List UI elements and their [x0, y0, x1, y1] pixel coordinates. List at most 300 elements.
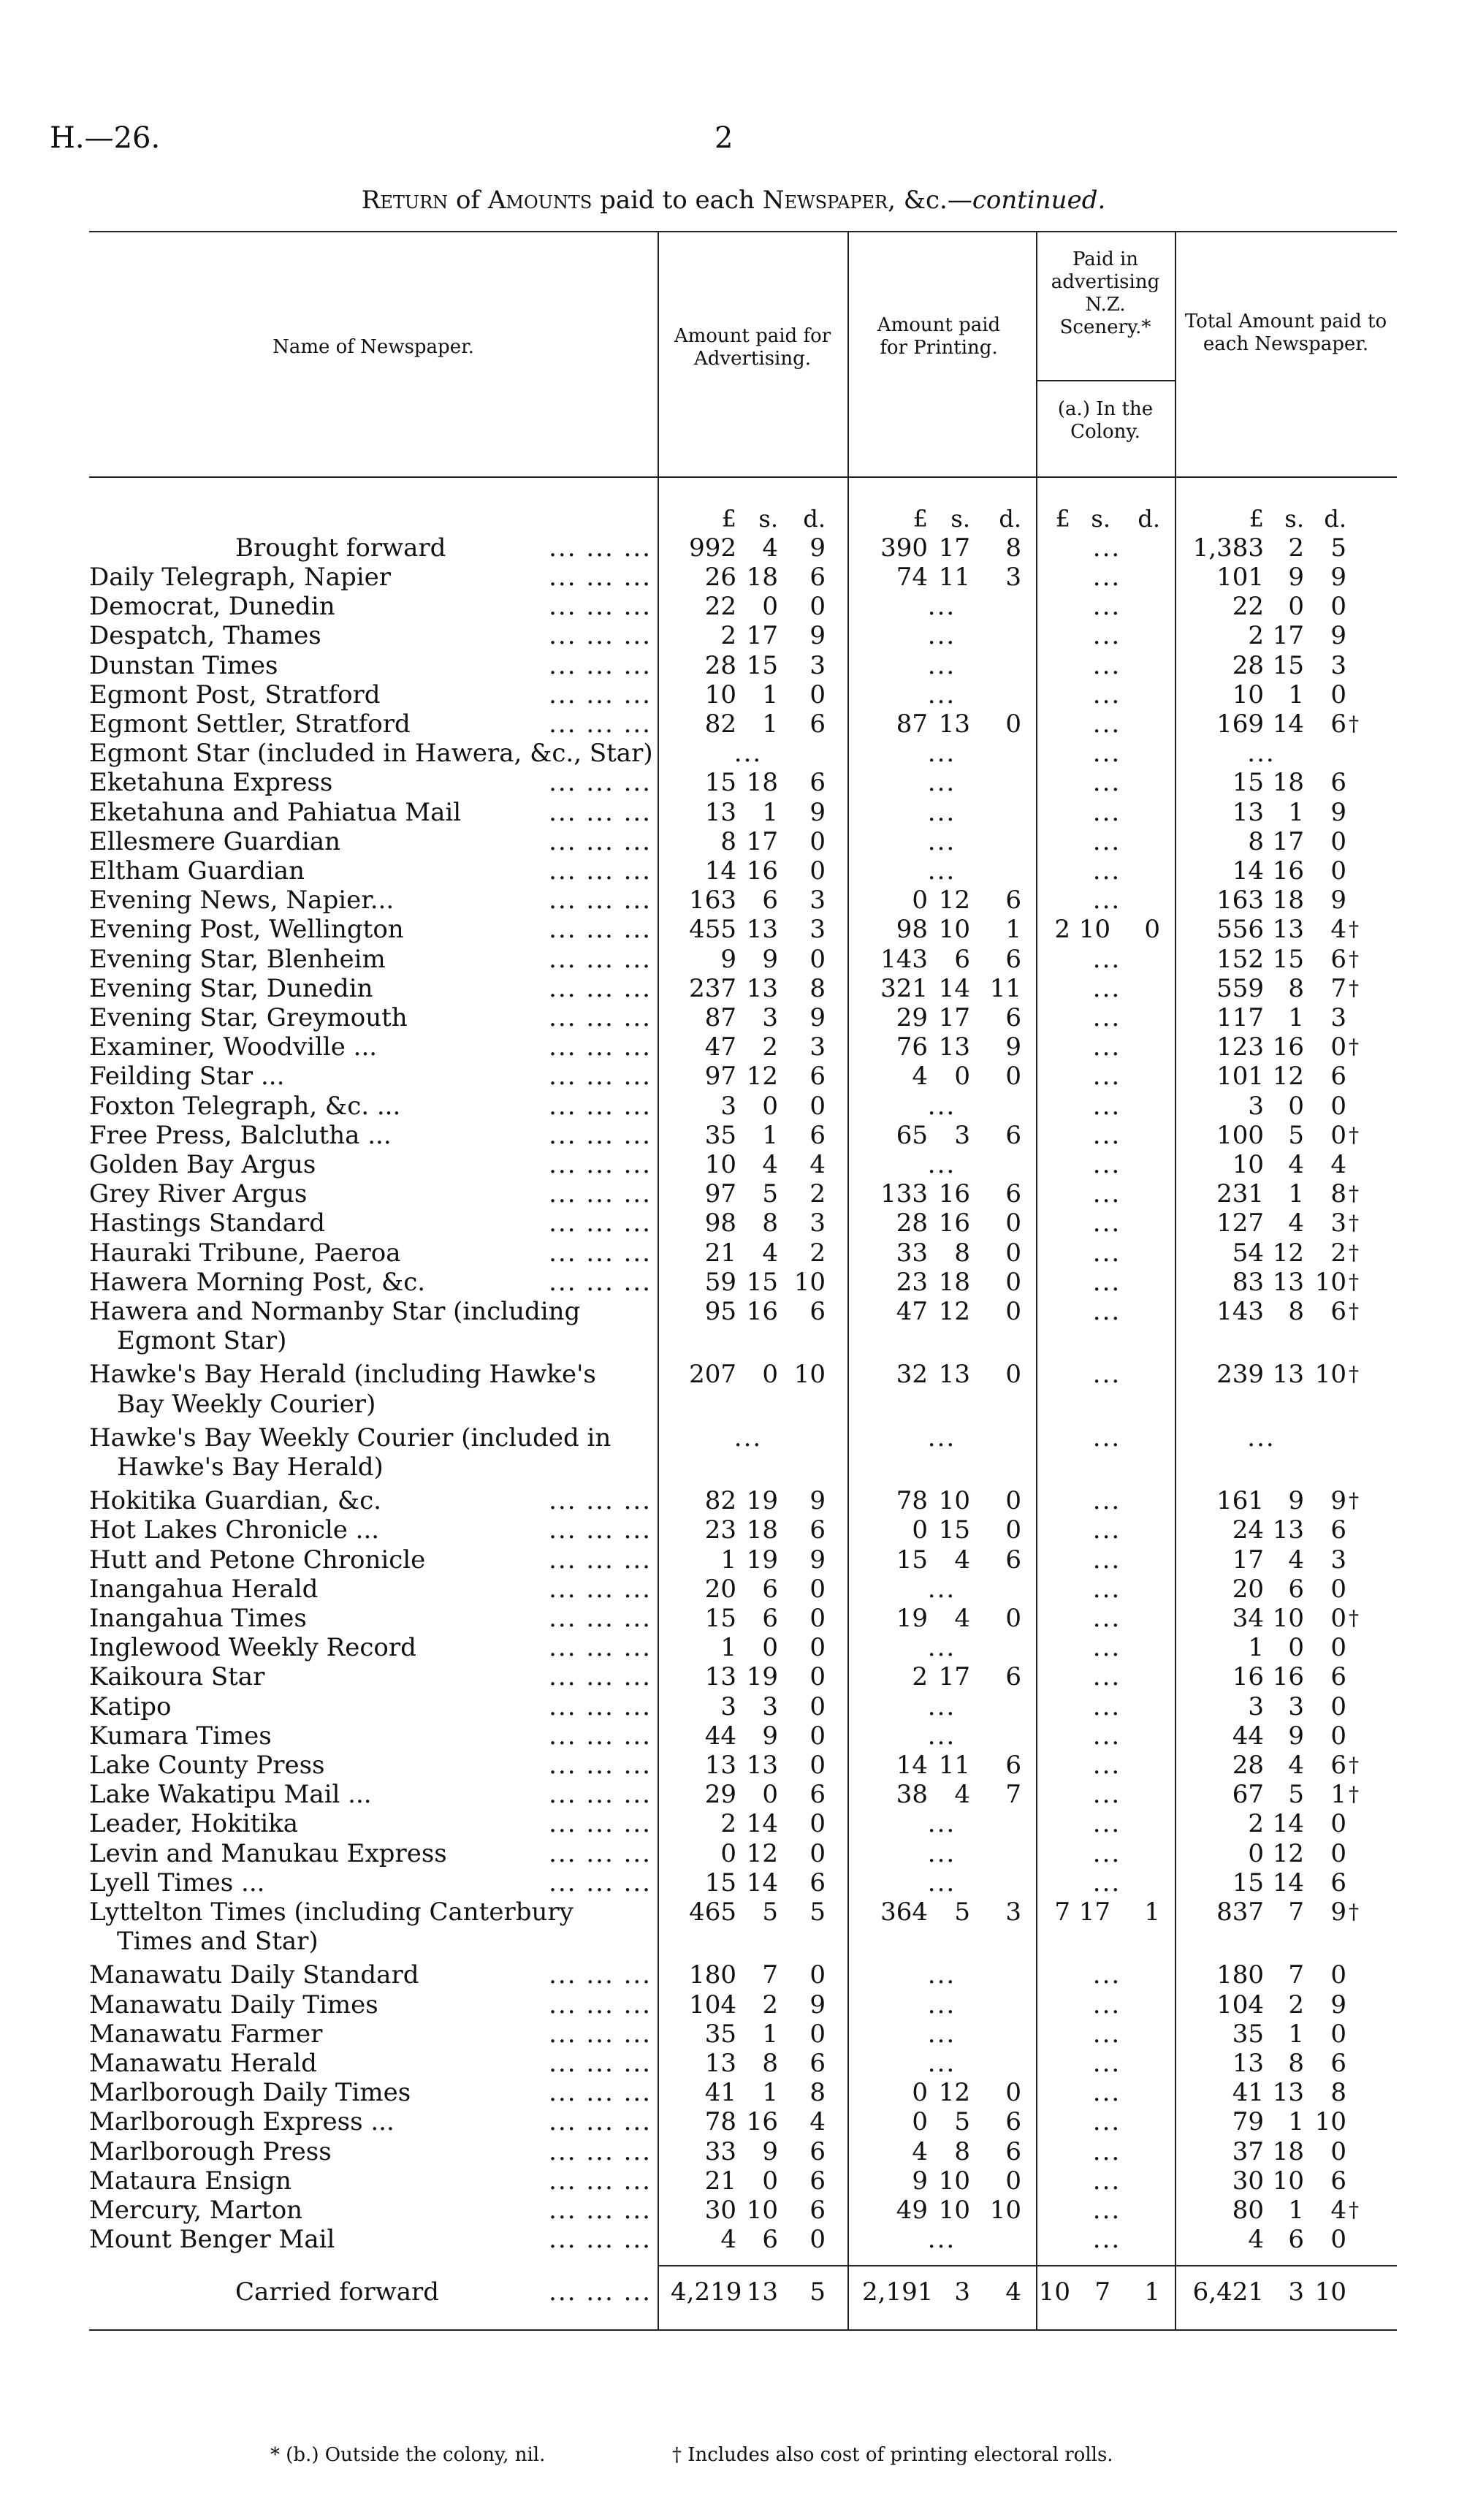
adv-blank: ... — [734, 739, 763, 769]
nz-blank: ... — [1092, 973, 1121, 1003]
tot-pounds: 8 — [1248, 826, 1264, 856]
newspaper-name — [89, 856, 652, 886]
adv-shillings: 4 — [762, 1150, 778, 1179]
prt-shillings: 17 — [938, 1003, 970, 1032]
nz-shillings: 17 — [1078, 1897, 1110, 1927]
table-title — [0, 186, 1467, 215]
row-leaders: ... ... ... — [549, 1780, 652, 1810]
dagger-mark: † — [1349, 1181, 1359, 1206]
prt-blank: ... — [927, 650, 956, 680]
prt-blank: ... — [927, 1838, 956, 1868]
adv-blank: ... — [734, 1423, 763, 1453]
col-header-name: Name of Newspaper. — [273, 336, 474, 358]
title-text-paid: paid to each — [592, 186, 763, 215]
row-leaders: ... ... ... — [549, 1691, 652, 1721]
prt-pence: 1 — [1005, 915, 1021, 945]
tot-pounds: 24 — [1232, 1515, 1264, 1545]
tot-pounds: 17 — [1232, 1545, 1264, 1575]
nz-blank: ... — [1092, 1604, 1121, 1633]
tot-pence: 6 † — [1330, 1297, 1359, 1326]
tot-shillings: 4 — [1288, 1545, 1304, 1575]
newspaper-name-text: Hokitika Guardian, &c. — [89, 1486, 381, 1516]
prt-blank: ... — [927, 1423, 956, 1453]
prt-shillings: 10 — [938, 915, 970, 945]
adv-pounds: 4 — [720, 2225, 736, 2255]
adv-pounds: 1 — [720, 1633, 736, 1663]
nz-blank: ... — [1092, 2078, 1121, 2108]
adv-pence: 9 — [809, 1003, 826, 1032]
newspaper-name-text: Hawke's Bay Herald (including Hawke's — [89, 1360, 596, 1390]
adv-shillings: 19 — [746, 1662, 778, 1692]
tot-pence: 10 † — [1314, 1267, 1359, 1297]
adv-shillings: 15 — [746, 650, 778, 680]
adv-pence: 3 — [809, 650, 826, 680]
tot-pounds: 79 — [1232, 2107, 1264, 2137]
newspaper-name — [89, 768, 652, 797]
newspaper-name-text: Free Press, Balclutha ... — [89, 1120, 392, 1150]
newspaper-name-text: Inangahua Times — [89, 1604, 307, 1633]
adv-pence: 6 — [809, 2196, 826, 2225]
prt-pence: 0 — [1005, 1062, 1021, 1092]
newspaper-name — [89, 1809, 652, 1838]
bf-adv-pence: 9 — [809, 533, 826, 563]
prt-pounds: 78 — [896, 1486, 928, 1516]
newspaper-name — [89, 1780, 652, 1809]
row-leaders: ... ... ... — [549, 2196, 652, 2225]
tot-pounds: 4 — [1248, 2225, 1264, 2255]
tot-shillings: 6 — [1288, 2225, 1304, 2255]
nz-pounds: 7 — [1054, 1897, 1070, 1927]
row-leaders: ... ... ... — [549, 2019, 652, 2049]
adv-pound-label: £ — [721, 505, 736, 533]
tot-shillings: 18 — [1272, 768, 1304, 798]
adv-pence: 0 — [809, 680, 826, 709]
tot-pence: 6 — [1330, 768, 1346, 798]
adv-shillings: 1 — [762, 2078, 778, 2108]
tot-pence: 0 — [1330, 856, 1346, 886]
dagger-mark: † — [1349, 1753, 1359, 1777]
newspaper-name-text: Mount Benger Mail — [89, 2225, 335, 2255]
row-leaders: ... ... ... — [549, 1003, 652, 1032]
adv-pounds: 15 — [704, 1868, 736, 1897]
tot-shillings: 9 — [1288, 1486, 1304, 1516]
col-header-nz-sub: (a.) In the Colony. — [1057, 398, 1154, 443]
cf-nz-pence: 1 — [1144, 2277, 1160, 2307]
col-divider-3 — [1036, 231, 1037, 2329]
adv-pounds: 0 — [720, 1838, 736, 1868]
prt-shillings: 10 — [938, 2166, 970, 2196]
nz-blank: ... — [1092, 886, 1121, 916]
cf-adv-pence: 5 — [809, 2277, 826, 2307]
newspaper-name-continuation: Hawke's Bay Herald) — [117, 1452, 384, 1482]
adv-pounds: 98 — [704, 1208, 736, 1238]
newspaper-name — [89, 1150, 652, 1179]
adv-pence: 6 — [809, 1120, 826, 1150]
newspaper-name-text: Evening Star, Greymouth — [89, 1003, 408, 1032]
newspaper-name-text: Golden Bay Argus — [89, 1150, 316, 1179]
tot-pounds: 0 — [1248, 1838, 1264, 1868]
adv-shillings: 13 — [746, 915, 778, 945]
nz-blank: ... — [1092, 1150, 1121, 1179]
newspaper-name — [89, 1839, 652, 1868]
tot-pounds: 3 — [1248, 1091, 1264, 1121]
newspaper-name — [89, 886, 652, 915]
prt-pence: 0 — [1005, 1604, 1021, 1633]
dagger-mark: † — [1349, 1362, 1359, 1387]
tot-pence: 0 — [1330, 1960, 1346, 1990]
dagger-mark: † — [1349, 917, 1359, 942]
nz-blank: ... — [1092, 2107, 1121, 2137]
adv-pounds: 15 — [704, 768, 736, 798]
tot-pence: 0 † — [1330, 1604, 1359, 1633]
row-leaders: ... ... ... — [549, 1633, 652, 1663]
tot-shillings: 16 — [1272, 1662, 1304, 1692]
newspaper-name-text: Grey River Argus — [89, 1179, 308, 1209]
tot-pounds: 28 — [1232, 1751, 1264, 1780]
carried-forward-text: Carried forward — [235, 2277, 440, 2307]
prt-pounds: 65 — [896, 1120, 928, 1150]
adv-shillings: 13 — [746, 1751, 778, 1780]
nz-blank: ... — [1092, 1780, 1121, 1810]
tot-pounds: 22 — [1232, 592, 1264, 622]
prt-pounds: 28 — [896, 1208, 928, 1238]
newspaper-name — [89, 1486, 652, 1515]
prt-shillings: 15 — [938, 1515, 970, 1545]
newspaper-name — [89, 1238, 652, 1268]
newspaper-name-text: Lyttelton Times (including Canterbury — [89, 1897, 574, 1927]
tot-shillings: 8 — [1288, 1297, 1304, 1326]
prt-pence: 3 — [1005, 1897, 1021, 1927]
dagger-mark: † — [1349, 1606, 1359, 1630]
prt-pence: 6 — [1005, 1179, 1021, 1209]
tot-pound-label: £ — [1249, 505, 1264, 533]
tot-shillings: 4 — [1288, 1208, 1304, 1238]
prt-pounds: 76 — [896, 1032, 928, 1062]
prt-pounds: 98 — [896, 915, 928, 945]
dagger-mark: † — [1349, 1782, 1359, 1807]
newspaper-name-text: Manawatu Farmer — [89, 2019, 323, 2049]
bf-adv-pounds: 992 — [689, 533, 736, 563]
newspaper-name-text: Foxton Telegraph, &c. ... — [89, 1091, 401, 1121]
prt-pence: 11 — [989, 973, 1021, 1003]
prt-blank: ... — [927, 1960, 956, 1990]
prt-shillings: 12 — [938, 2078, 970, 2108]
newspaper-name-text: Lake Wakatipu Mail ... — [89, 1780, 372, 1810]
tot-pence: 9 — [1330, 797, 1346, 827]
prt-shillings: 16 — [938, 1208, 970, 1238]
tot-pence: 8 † — [1330, 1179, 1359, 1209]
nz-blank: ... — [1092, 1574, 1121, 1604]
newspaper-name — [89, 1633, 652, 1662]
prt-pence: 3 — [1005, 563, 1021, 592]
newspaper-name — [89, 1897, 652, 1927]
row-leaders: ... ... ... — [549, 533, 652, 563]
nz-blank: ... — [1092, 1838, 1121, 1868]
nz-blank: ... — [1092, 1091, 1121, 1121]
row-leaders: ... ... ... — [549, 1960, 652, 1990]
carried-forward-top-rule — [658, 2265, 1397, 2266]
newspaper-name — [89, 651, 652, 680]
tot-pounds: 559 — [1216, 973, 1264, 1003]
prt-pence: 0 — [1005, 2078, 1021, 2108]
tot-pounds: 83 — [1232, 1267, 1264, 1297]
adv-pounds: 13 — [704, 1662, 736, 1692]
row-leaders: ... ... ... — [549, 1662, 652, 1692]
newspaper-name-text: Marlborough Daily Times — [89, 2078, 411, 2108]
tot-pounds: 117 — [1216, 1003, 1264, 1032]
tot-pounds: 41 — [1232, 2078, 1264, 2108]
prt-pounds: 47 — [896, 1297, 928, 1326]
tot-blank: ... — [1247, 1423, 1276, 1453]
dagger-mark: † — [1349, 2198, 1359, 2222]
tot-pence: 0 † — [1330, 1032, 1359, 1062]
adv-pounds: 28 — [704, 650, 736, 680]
newspaper-name-text: Lyell Times ... — [89, 1868, 265, 1897]
newspaper-name — [89, 2225, 652, 2254]
newspaper-name-text: Hastings Standard — [89, 1208, 325, 1238]
newspaper-name — [89, 1515, 652, 1545]
adv-shillings: 2 — [762, 1032, 778, 1062]
row-leaders: ... ... ... — [549, 1062, 652, 1092]
tot-shillings: 10 — [1272, 2166, 1304, 2196]
adv-shillings: 0 — [762, 1360, 778, 1390]
table-top-rule — [89, 231, 1397, 232]
prt-blank: ... — [927, 1091, 956, 1121]
prt-shillings: 13 — [938, 709, 970, 739]
newspaper-name — [89, 1868, 652, 1897]
tot-shillings: 0 — [1288, 592, 1304, 622]
newspaper-name-text: Democrat, Dunedin — [89, 592, 335, 622]
adv-pounds: 87 — [704, 1003, 736, 1032]
newspaper-name — [89, 709, 652, 739]
prt-pounds: 38 — [896, 1780, 928, 1810]
nz-blank: ... — [1092, 856, 1121, 886]
col-header-total: Total Amount paid to each Newspaper. — [1184, 311, 1387, 355]
adv-pounds: 2 — [720, 621, 736, 651]
prt-pence: 0 — [1005, 1267, 1021, 1297]
newspaper-name-text: Evening Star, Dunedin — [89, 973, 373, 1003]
newspaper-name-text: Evening Post, Wellington — [89, 915, 404, 945]
tot-pence: 0 — [1330, 1809, 1346, 1839]
prt-shillings: 16 — [938, 1179, 970, 1209]
tot-shillings: 12 — [1272, 1838, 1304, 1868]
nz-blank: ... — [1092, 1868, 1121, 1897]
adv-pounds: 97 — [704, 1179, 736, 1209]
tot-shillings: 17 — [1272, 826, 1304, 856]
prt-shillings: 10 — [938, 1486, 970, 1516]
adv-shillings: 18 — [746, 768, 778, 798]
adv-pounds: 95 — [704, 1297, 736, 1326]
prt-blank: ... — [927, 1574, 956, 1604]
prt-pounds: 15 — [896, 1545, 928, 1575]
adv-shillings: 0 — [762, 2166, 778, 2196]
row-leaders: ... ... ... — [549, 1208, 652, 1238]
title-continued: continued. — [972, 186, 1106, 215]
adv-pence: 3 — [809, 886, 826, 916]
prt-pence: 10 — [989, 2196, 1021, 2225]
prt-shillings: 4 — [954, 1604, 970, 1633]
adv-pounds: 35 — [704, 2019, 736, 2049]
adv-pence: 0 — [809, 1604, 826, 1633]
tot-pence: 6 — [1330, 1515, 1346, 1545]
newspaper-name-text: Eketahuna and Pahiatua Mail — [89, 797, 462, 827]
tot-pence: 7 † — [1330, 973, 1359, 1003]
adv-pence: 0 — [809, 826, 826, 856]
newspaper-name-text: Kaikoura Star — [89, 1662, 265, 1692]
nz-blank: ... — [1092, 1003, 1121, 1032]
newspaper-name-text: Katipo — [89, 1691, 172, 1721]
prt-pounds: 14 — [896, 1751, 928, 1780]
adv-pence: 0 — [809, 1691, 826, 1721]
adv-shillings: 0 — [762, 1091, 778, 1121]
adv-pence: 6 — [809, 2136, 826, 2166]
adv-pounds: 455 — [689, 915, 736, 945]
adv-pounds: 465 — [689, 1897, 736, 1927]
tot-shillings: 15 — [1272, 944, 1304, 974]
nz-blank: ... — [1092, 1751, 1121, 1780]
newspaper-name — [89, 1208, 652, 1238]
adv-pence: 6 — [809, 1780, 826, 1810]
dagger-mark: † — [1349, 712, 1359, 736]
row-leaders: ... ... ... — [549, 1150, 652, 1179]
tot-pence: 0 † — [1330, 1120, 1359, 1150]
adv-pounds: 3 — [720, 1691, 736, 1721]
adv-pounds: 30 — [704, 2196, 736, 2225]
newspaper-name-text: Evening News, Napier... — [89, 886, 395, 916]
adv-pence-label: d. — [803, 505, 826, 533]
row-leaders: ... ... ... — [549, 768, 652, 798]
row-leaders: ... ... ... — [549, 915, 652, 945]
adv-pounds: 237 — [689, 973, 736, 1003]
nz-blank: ... — [1092, 1360, 1121, 1390]
row-leaders: ... ... ... — [549, 1990, 652, 2020]
cf-adv-pounds: 4,219 — [671, 2277, 742, 2307]
nz-blank: ... — [1092, 739, 1121, 769]
tot-pounds: 231 — [1216, 1179, 1264, 1209]
prt-blank: ... — [927, 739, 956, 769]
adv-pence: 0 — [809, 944, 826, 974]
nz-blank: ... — [1092, 1486, 1121, 1516]
dagger-mark: † — [1349, 1269, 1359, 1294]
nz-sub-rule — [1036, 380, 1175, 381]
tot-pence-label: d. — [1324, 505, 1346, 533]
tot-shillings: 12 — [1272, 1238, 1304, 1268]
nz-blank: ... — [1092, 1515, 1121, 1545]
nz-blank: ... — [1092, 592, 1121, 622]
nz-blank: ... — [1092, 1120, 1121, 1150]
prt-pounds: 364 — [880, 1897, 928, 1927]
tot-shillings: 8 — [1288, 973, 1304, 1003]
newspaper-name — [89, 1179, 652, 1208]
prt-pounds: 19 — [896, 1604, 928, 1633]
adv-shillings: 8 — [762, 1208, 778, 1238]
prt-blank: ... — [927, 1150, 956, 1179]
newspaper-name-text: Inangahua Herald — [89, 1574, 319, 1604]
row-leaders: ... ... ... — [549, 680, 652, 709]
newspaper-name — [89, 2166, 652, 2196]
bf-adv-shillings: 4 — [762, 533, 778, 563]
tot-shillings: 10 — [1272, 1604, 1304, 1633]
adv-shillings: 6 — [762, 886, 778, 916]
adv-pence: 8 — [809, 973, 826, 1003]
row-leaders: ... ... ... — [549, 1751, 652, 1780]
newspaper-name-text: Dunstan Times — [89, 650, 278, 680]
row-leaders: ... ... ... — [549, 592, 652, 622]
newspaper-name-text: Eltham Guardian — [89, 856, 305, 886]
adv-shillings: 1 — [762, 709, 778, 739]
row-leaders: ... ... ... — [549, 563, 652, 592]
tot-shillings: 7 — [1288, 1897, 1304, 1927]
adv-pence: 0 — [809, 1838, 826, 1868]
prt-pence: 6 — [1005, 886, 1021, 916]
adv-shillings: 16 — [746, 856, 778, 886]
adv-pounds: 41 — [704, 2078, 736, 2108]
newspaper-name-continuation: Bay Weekly Courier) — [117, 1389, 376, 1419]
prt-pence: 6 — [1005, 1662, 1021, 1692]
tot-pence: 0 — [1330, 826, 1346, 856]
newspaper-name-text: Evening Star, Blenheim — [89, 944, 386, 974]
prt-blank: ... — [927, 2019, 956, 2049]
tot-shillings: 18 — [1272, 2136, 1304, 2166]
nz-blank: ... — [1092, 2225, 1121, 2255]
prt-pounds: 0 — [912, 886, 928, 916]
newspaper-name — [89, 798, 652, 827]
title-word-newspaper: Newspaper — [762, 186, 888, 215]
tot-shillings: 9 — [1288, 563, 1304, 592]
newspaper-name-text: Lake County Press — [89, 1751, 325, 1780]
prt-shillings: 8 — [954, 1238, 970, 1268]
nz-pence-label: d. — [1138, 505, 1160, 533]
tot-shillings: 4 — [1288, 1150, 1304, 1179]
col-header-advertising: Amount paid for Advertising. — [674, 325, 831, 370]
row-leaders: ... ... ... — [549, 1838, 652, 1868]
adv-pence: 6 — [809, 563, 826, 592]
tot-pence: 9 — [1330, 621, 1346, 651]
prt-shillings: 13 — [938, 1360, 970, 1390]
adv-pence: 0 — [809, 1960, 826, 1990]
row-leaders: ... ... ... — [549, 944, 652, 974]
nz-blank: ... — [1092, 826, 1121, 856]
brought-forward-label — [235, 533, 652, 563]
row-leaders: ... ... ... — [549, 1486, 652, 1516]
row-leaders: ... ... ... — [549, 1574, 652, 1604]
tot-pence: 6 † — [1330, 709, 1359, 739]
newspaper-name — [89, 1662, 652, 1691]
tot-pence: 6 — [1330, 1062, 1346, 1092]
tot-pence: 4 — [1330, 1150, 1346, 1179]
tot-pence: 0 — [1330, 1574, 1346, 1604]
adv-pence: 6 — [809, 2166, 826, 2196]
newspaper-name — [89, 1423, 652, 1453]
prt-pence: 0 — [1005, 1238, 1021, 1268]
prt-blank: ... — [927, 1809, 956, 1839]
newspaper-name — [89, 592, 652, 621]
newspaper-name — [89, 2196, 652, 2225]
tot-pounds: 34 — [1232, 1604, 1264, 1633]
adv-pence: 0 — [809, 1662, 826, 1692]
bf-nz-blank: ... — [1092, 533, 1121, 563]
adv-pence: 9 — [809, 1545, 826, 1575]
adv-pounds: 2 — [720, 1809, 736, 1839]
cf-adv-shillings: 13 — [746, 2277, 778, 2307]
tot-pounds: 2 — [1248, 1809, 1264, 1839]
tot-pounds: 44 — [1232, 1721, 1264, 1751]
tot-shillings: 14 — [1272, 1868, 1304, 1897]
tot-pence: 6 — [1330, 2049, 1346, 2078]
adv-pence: 3 — [809, 1208, 826, 1238]
brought-forward-text: Brought forward — [235, 533, 446, 563]
adv-pence: 0 — [809, 1574, 826, 1604]
